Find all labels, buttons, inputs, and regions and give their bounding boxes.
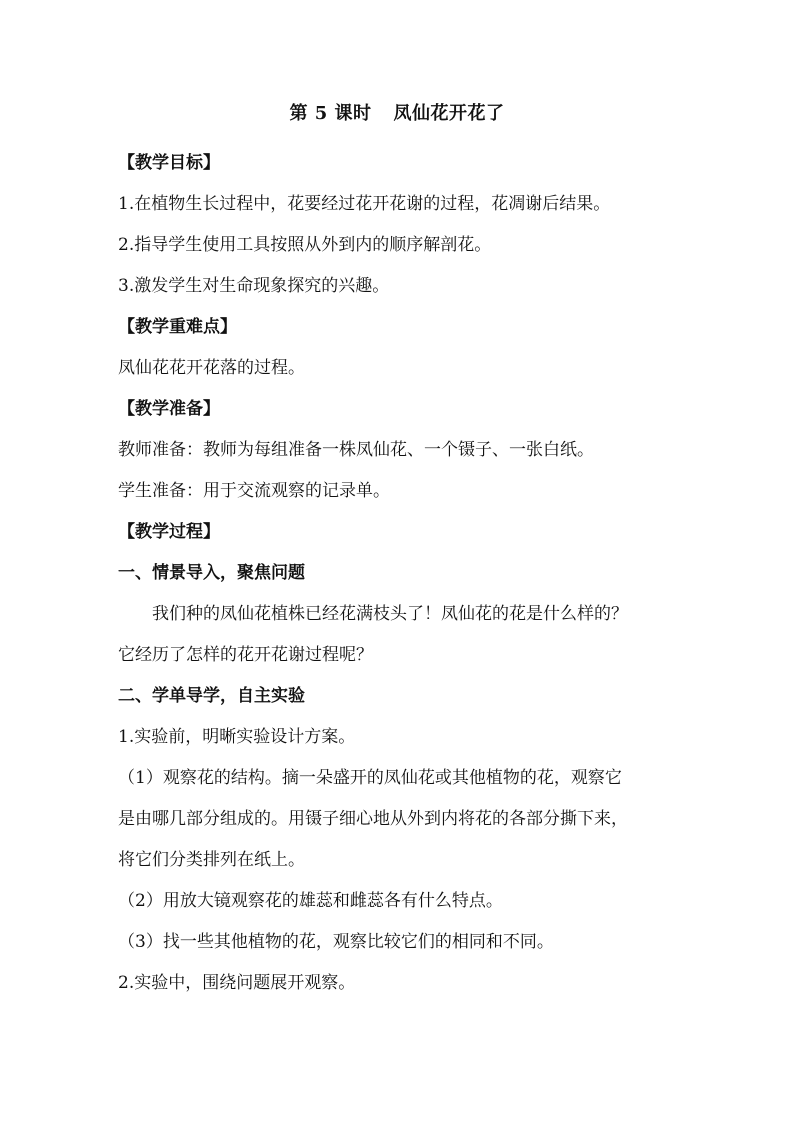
paragraph-line: 它经历了怎样的花开花谢过程呢？ [118, 645, 373, 665]
paragraph-line: 我们种的凤仙花植株已经花满枝头了！凤仙花的花是什么样的？ [152, 604, 628, 624]
document-body [118, 143, 698, 1004]
page-title [0, 100, 794, 128]
title-lesson: 第 5 课时 [289, 103, 372, 124]
section-heading-process: 【教学过程】 [118, 522, 220, 542]
experiment-during: 2.实验中，围绕问题展开观察。 [118, 973, 356, 993]
section-heading-key-points: 【教学重难点】 [118, 317, 237, 337]
student-preparation: 学生准备：用于交流观察的记录单。 [118, 481, 390, 501]
process-step-1-heading: 一、情景导入，聚焦问题 [118, 563, 305, 583]
objective-3: 3.激发学生对生命现象探究的兴趣。 [118, 276, 390, 296]
experiment-item-1-line: （1）观察花的结构。摘一朵盛开的凤仙花或其他植物的花，观察它 [118, 768, 622, 788]
section-heading-objectives: 【教学目标】 [118, 153, 220, 173]
teacher-preparation: 教师准备：教师为每组准备一株凤仙花、一个镊子、一张白纸。 [118, 440, 594, 460]
experiment-item-1-line: 将它们分类排列在纸上。 [118, 850, 305, 870]
objective-1: 1.在植物生长过程中，花要经过花开花谢的过程，花凋谢后结果。 [118, 194, 611, 214]
section-heading-preparation: 【教学准备】 [118, 399, 220, 419]
objective-2: 2.指导学生使用工具按照从外到内的顺序解剖花。 [118, 235, 492, 255]
experiment-item-2: （2）用放大镜观察花的雄蕊和雌蕊各有什么特点。 [118, 891, 503, 911]
title-topic: 凤仙花开花了 [393, 103, 505, 124]
key-point-text: 凤仙花花开花落的过程。 [118, 358, 305, 378]
experiment-item-3: （3）找一些其他植物的花，观察比较它们的相同和不同。 [118, 932, 554, 952]
process-step-2-heading: 二、学单导学，自主实验 [118, 686, 305, 706]
experiment-before: 1.实验前，明晰实验设计方案。 [118, 727, 356, 747]
experiment-item-1-line: 是由哪几部分组成的。用镊子细心地从外到内将花的各部分撕下来， [118, 809, 628, 829]
